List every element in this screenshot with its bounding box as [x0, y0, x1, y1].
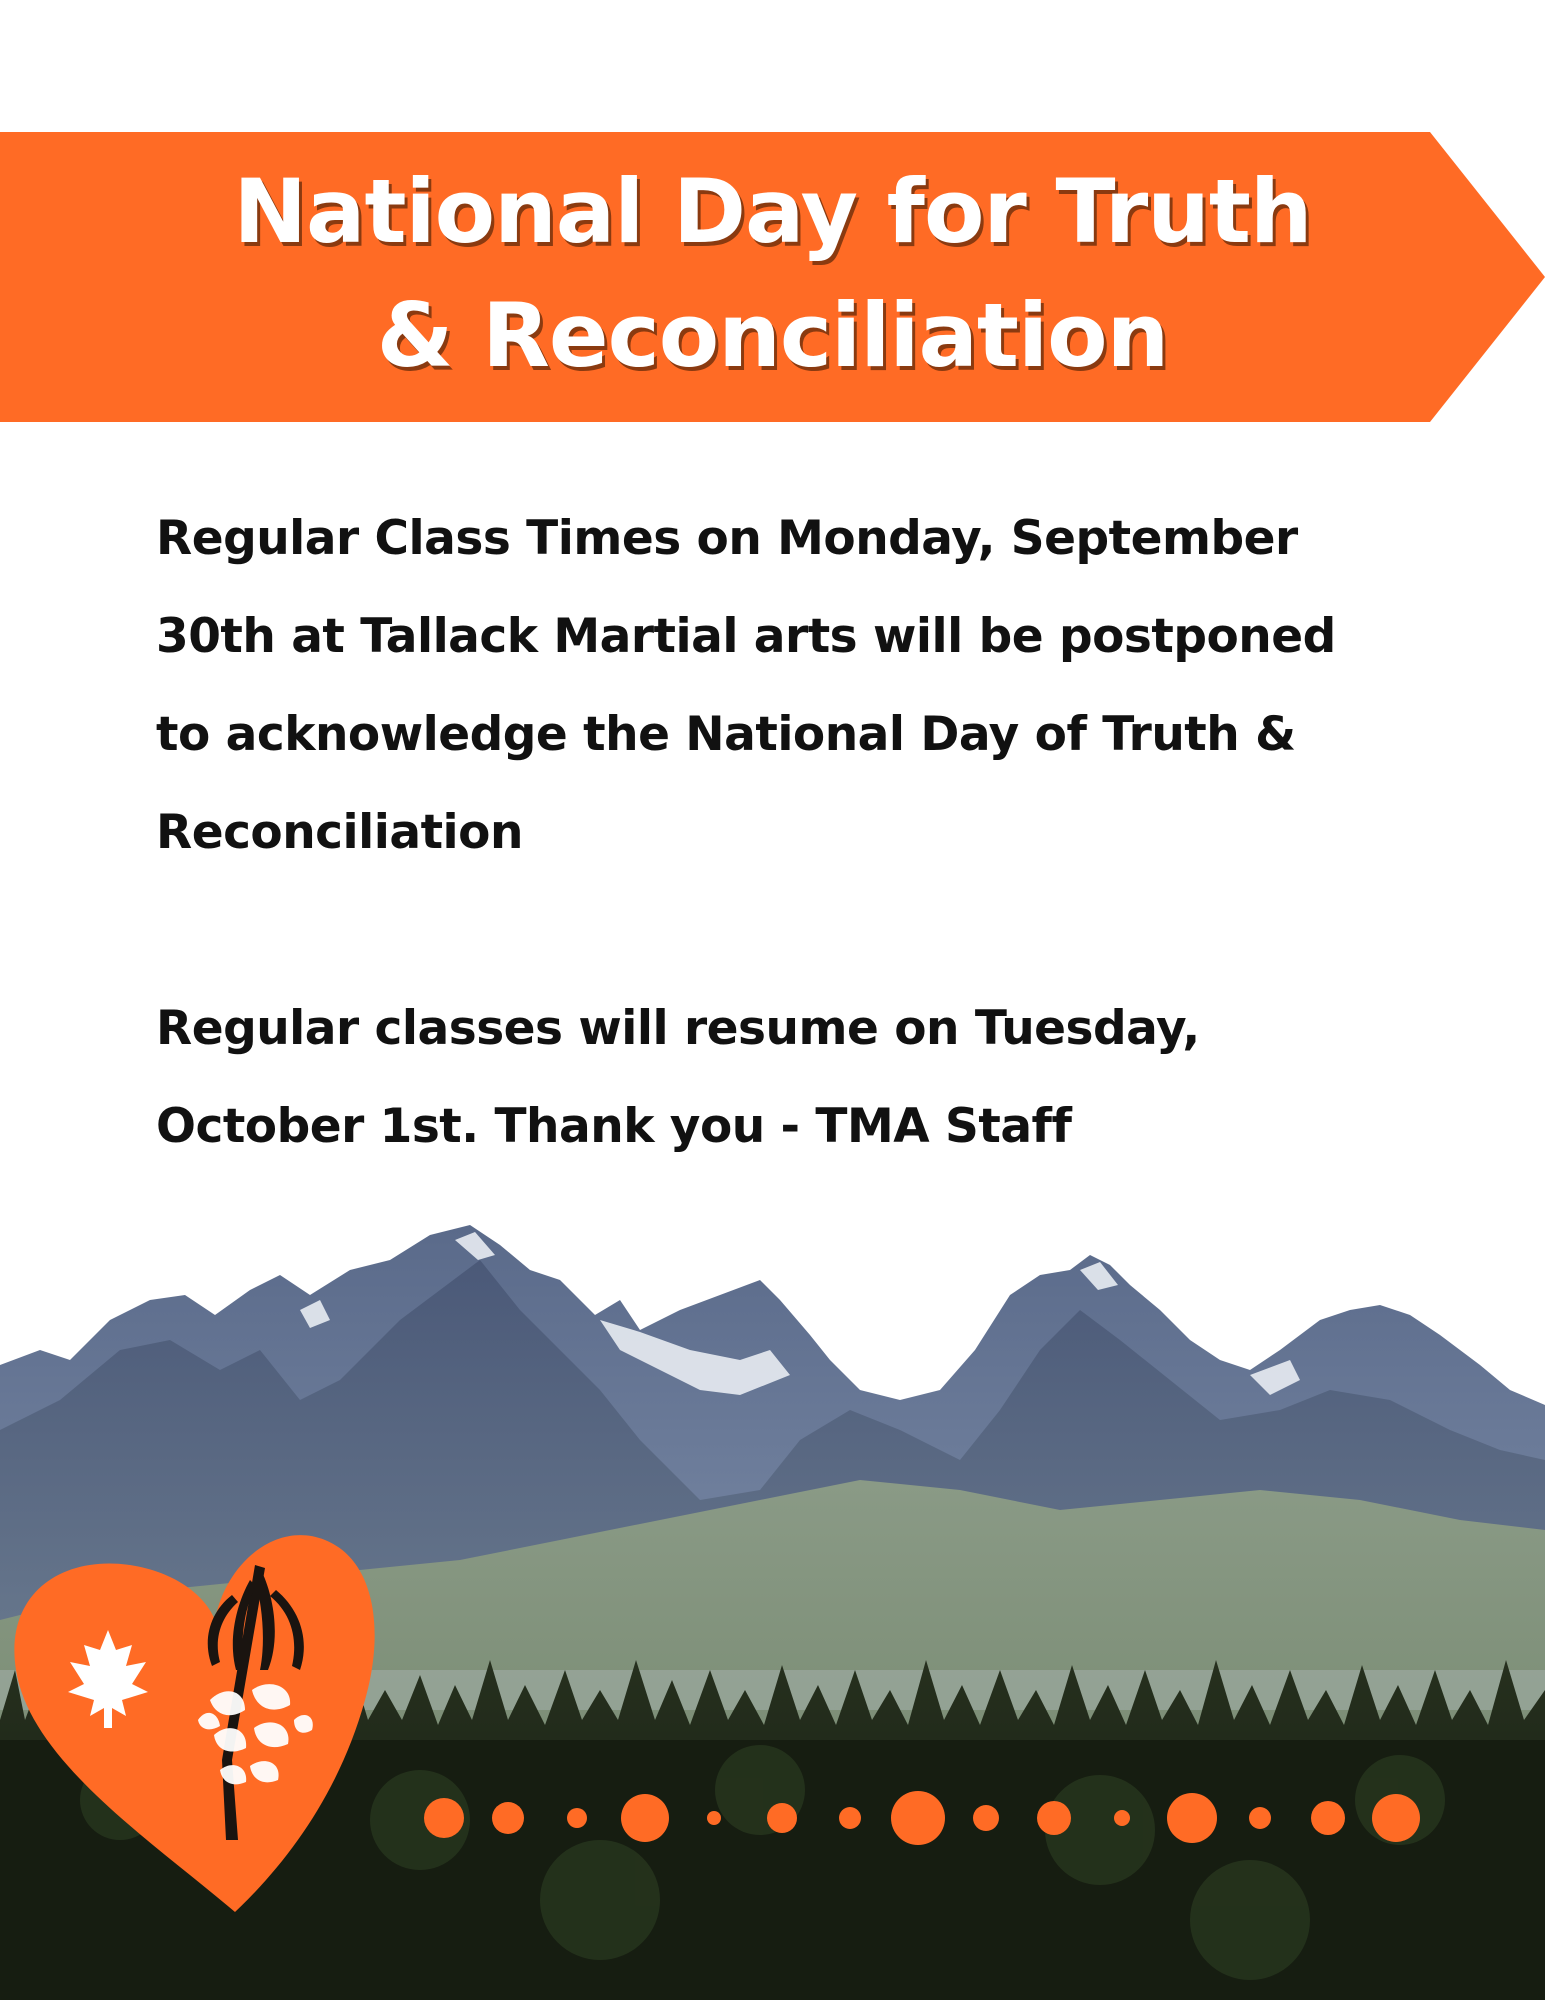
notice-line: to acknowledge the National Day of Truth &: [156, 707, 1296, 762]
notice-paragraph-2: [156, 980, 1396, 1176]
notice-line: Regular Class Times on Monday, September: [156, 511, 1298, 566]
notice-paragraph-1: [156, 490, 1396, 882]
notice-line: Regular classes will resume on Tuesday,: [156, 1001, 1200, 1056]
notice-line: October 1st. Thank you - TMA Staff: [156, 1099, 1072, 1154]
notice-text: [156, 490, 1396, 1176]
title-line-1: National Day for Truth: [233, 160, 1312, 263]
title-banner: [0, 132, 1545, 422]
title-line-2: & Reconciliation: [376, 284, 1169, 387]
mountain-landscape-illustration: [0, 1200, 1545, 2000]
page-title: [100, 150, 1445, 398]
mountain-landscape: [0, 1200, 1545, 2000]
notice-line: Reconciliation: [156, 805, 523, 860]
notice-line: 30th at Tallack Martial arts will be postponed: [156, 609, 1336, 664]
